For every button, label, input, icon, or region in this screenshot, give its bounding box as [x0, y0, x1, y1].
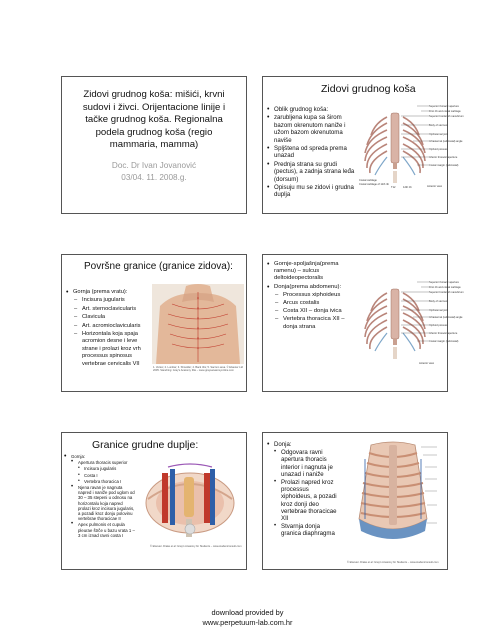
thoracic-aperture-image [138, 459, 242, 543]
figure-label: Superior thoracic aperture [429, 281, 459, 284]
figure-label: Inferior thoracic aperture [429, 156, 458, 159]
figure-label: Inferior thoracic aperture [429, 332, 458, 335]
slide-3-title: Površne granice (granice zidova): [84, 261, 233, 272]
list-item: – Costa XII – donja ivica [267, 308, 355, 315]
figure-caption: 1. Vertex; 2. Lumbar; 3. Shoulder; 4. Back ribs; 5. Sacrum area. © Elsevier Ltd 2005. Standring: Gray's Anatomy 39e – www.graysanatomyonline.com [153, 366, 243, 373]
figure-label: Costal cartilage [359, 179, 377, 182]
list-item: • Incisura jugularis [64, 466, 136, 471]
list-item: – Clavicula [66, 314, 150, 321]
slide-6-bullets [267, 441, 339, 539]
slide-5-bullets [64, 454, 136, 539]
slide-2 [262, 76, 464, 214]
figure-label: Xiphisternal joint [429, 133, 449, 136]
list-item: • Apex pulmonis et cupula pleurae štrče u bazu vrata 1 – 3 cm iznad ravni costa I [64, 522, 136, 538]
list-item: – Arcus costalis [267, 300, 355, 307]
slide-3 [61, 254, 247, 392]
slide-1 [61, 76, 247, 214]
figure-label: Infrasternal (subcostal) angle [429, 140, 463, 143]
human-back-image [152, 284, 244, 364]
list-item: – Horizontala koja spaja acromion desne i leve strane i prolazi kroz vrh processus spinosus vertebrae cervicalis VII [66, 331, 150, 368]
title-line: podela grudnog koša (regio [95, 126, 213, 138]
list-item: – Processus xiphoideus [267, 292, 355, 299]
figure-label: Superior thoracic aperture [429, 105, 459, 108]
list-item: • Prolazi napred kroz processus xiphoideus, a pozadi kroz donji deo vertebrae thoracicae XII [267, 479, 339, 522]
figure-label: Body of sternum [429, 300, 448, 303]
footer-link[interactable]: www.perpetuum-lab.com.hr [202, 618, 293, 627]
date: 03/04. 11. 2008.g. [121, 172, 187, 182]
rib-cage-anterior-image [357, 101, 464, 191]
list-item: • Gornja (prema vratu): [66, 289, 150, 296]
list-item: • Stvarnja donja granica diaphragma [267, 523, 339, 537]
list-item: – Incisura jugularis [66, 297, 150, 304]
slide-1-title [70, 89, 238, 184]
slide-6 [262, 432, 448, 570]
list-item: • Costa I [64, 473, 136, 478]
figure-caption: © Elsevier. Drake et al: Gray's Anatomy for Students – www.studentconsult.com [347, 561, 439, 564]
title-line: mammaria, mamma) [109, 139, 199, 151]
figure-label: Costal cartilage of 11th rib [359, 183, 389, 186]
figure-label: First rib and costal cartilage [429, 286, 461, 289]
figure-label: Body of sternum [429, 124, 448, 127]
figure-label: T12 [391, 186, 396, 189]
slide-5-title: Granice grudne duplje: [92, 439, 199, 451]
slide-2-bullets [267, 106, 355, 200]
figure-caption: © Elsevier. Drake et al: Gray's Anatomy for Students – www.studentconsult.com [150, 545, 242, 548]
rib-cage-anterior-image [357, 277, 464, 367]
footer [0, 608, 495, 628]
list-item: • Gornje-spoljašnja(prema ramenu) – sulcus deltoideopectoralis [267, 261, 355, 283]
figure-label: Costal margin (subcostal) [429, 340, 459, 343]
list-item: • Donja: [267, 441, 339, 448]
list-item: • Donja(prema abdomenu): [267, 284, 355, 291]
figure-label: Xiphoid process [429, 324, 448, 327]
figure-label: Xiphisternal joint [429, 309, 449, 312]
slide-3-bullets [66, 289, 150, 369]
footer-line: download provided by [211, 608, 284, 617]
figure-label: Xiphoid process [429, 148, 448, 151]
list-item: • Prednja strana su grudi (pectus), a zadnja strana leđa (dorsum) [267, 161, 355, 183]
thorax-lateral-image [341, 439, 445, 551]
figure-label: 12th rib [403, 186, 412, 189]
slide-2-title: Zidovi grudnog koša [321, 83, 416, 95]
list-item: – Vertebra thoracica XII – donja strana [267, 316, 355, 330]
figure-label: First rib and costal cartilage [429, 110, 461, 113]
list-item: • Vertebra thoracica I [64, 479, 136, 484]
list-item: • Opisuju mu se zidovi i grudna duplja [267, 184, 355, 199]
title-line: Zidovi grudnog koša: mišići, krvni [83, 89, 225, 100]
list-item: • zarubljena kupa sa širom bazom okrenutom naniže i užom bazom okrenutoma naviše [267, 114, 355, 144]
list-item: • Apertura thoracis superior [64, 460, 136, 465]
list-item: – Art. sternoclavicularis [66, 306, 150, 313]
figure-label: Superior border of manubrium [429, 291, 464, 294]
figure-label: Infrasternal (subcostal) angle [429, 316, 463, 319]
figure-label: Anterior view [427, 185, 442, 188]
figure-label: Costal margin (subcostal) [429, 164, 459, 167]
title-line: sudovi i živci. Orijentacione linije i [82, 101, 226, 113]
list-item: – Art. acromioclavicularis [66, 323, 150, 330]
slide-4 [262, 254, 464, 392]
slide-5 [61, 432, 247, 570]
list-item: • Oblik grudnog koša: [267, 106, 355, 113]
slide-4-bullets [267, 261, 355, 332]
list-item: • Odgovara ravni apertura thoracis interior i nagnuta je unazad i naniže [267, 449, 339, 478]
figure-label: Superior border of manubrium [429, 115, 464, 118]
author: Doc. Dr Ivan Jovanović [111, 160, 197, 170]
figure-label: Anterior view [419, 362, 434, 365]
list-item: • Njena ravan je nagnuta napred i naniže pod uglom od 30 – 35 stepeni u odnosu na horizontalu koja napred prolazi kroz incisura jugularis, a pozadi kroz donju polovinu vertebrae thoracicae II [64, 485, 136, 521]
list-item: • Spljštena od spreda prema unazad [267, 145, 355, 160]
list-item: • Gornja: [64, 454, 136, 459]
title-line: tačke grudnog koša. Regionalna [85, 114, 223, 126]
